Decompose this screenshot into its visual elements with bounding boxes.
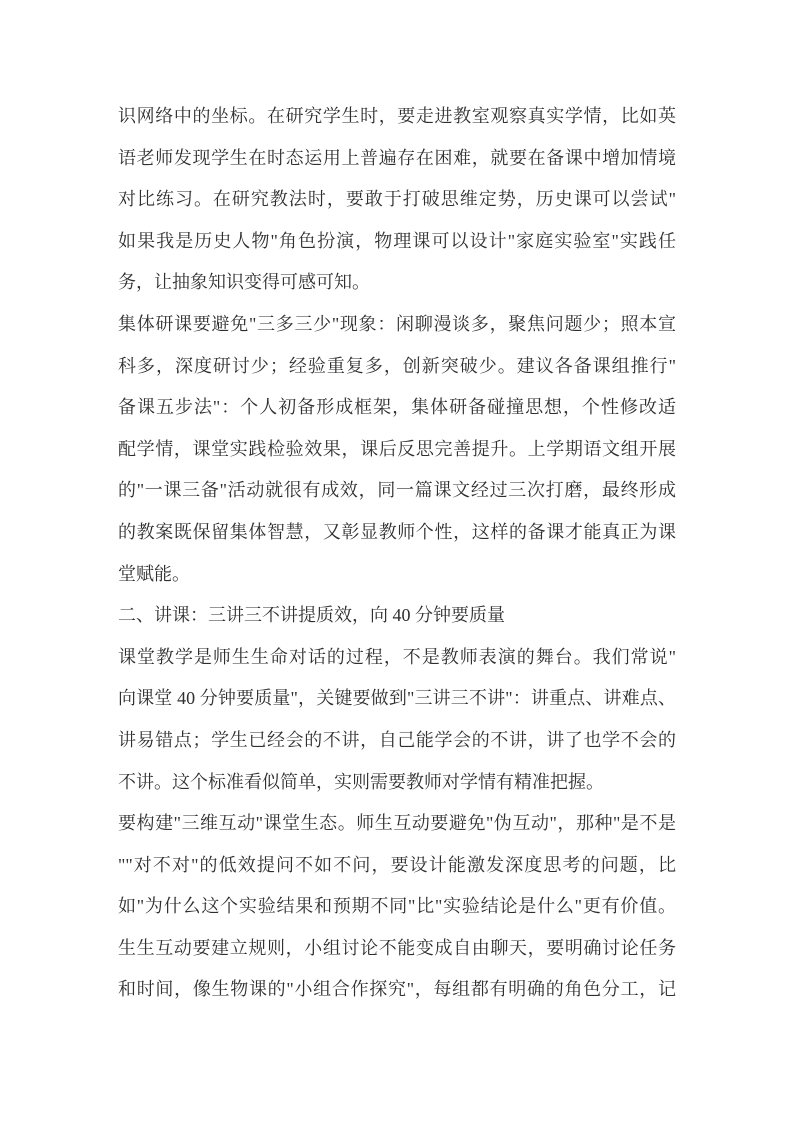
text-line: 集体研课要避免"三多三少"现象：闲聊漫谈多，聚焦问题少；照本宣: [118, 313, 676, 334]
text-line: 务，让抽象知识变得可感可知。: [118, 272, 370, 293]
text-line: 备课五步法"：个人初备形成框架，集体研备碰撞思想，个性修改适: [118, 397, 676, 418]
text-line: 讲易错点；学生已经会的不讲，自己能学会的不讲，讲了也学不会的: [118, 729, 676, 750]
heading-line: 二、讲课：三讲三不讲提质效，向 40 分钟要质量: [118, 605, 505, 626]
paragraph-group-lesson-research: [118, 304, 676, 595]
text-line: 和时间，像生物课的"小组合作探究"，每组都有明确的角色分工，记: [118, 979, 676, 1000]
paragraph-preparation-continued: [118, 96, 676, 304]
text-line: 课堂教学是师生生命对话的过程，不是教师表演的舞台。我们常说": [118, 646, 676, 667]
text-line: 生生互动要建立规则，小组讨论不能变成自由聊天，要明确讨论任务: [118, 937, 676, 958]
text-line: 堂赋能。: [118, 563, 190, 584]
text-line: 语老师发现学生在时态运用上普遍存在困难，就要在备课中增加情境: [118, 147, 676, 168]
text-line: 科多，深度研讨少；经验重复多，创新突破少。建议各备课组推行": [118, 355, 676, 376]
document-body: [118, 96, 676, 1011]
text-line: ""对不对"的低效提问不如不问，要设计能激发深度思考的问题，比: [118, 854, 676, 875]
text-line: 的教案既保留集体智慧，又彰显教师个性，这样的备课才能真正为课: [118, 521, 676, 542]
section-heading-2-lecturing: [118, 595, 676, 637]
text-line: 配学情，课堂实践检验效果，课后反思完善提升。上学期语文组开展: [118, 438, 676, 459]
text-line: 如果我是历史人物"角色扮演，物理课可以设计"家庭实验室"实践任: [118, 230, 676, 251]
text-line: 的"一课三备"活动就很有成效，同一篇课文经过三次打磨，最终形成: [118, 480, 676, 501]
text-line: 对比练习。在研究教法时，要敢于打破思维定势，历史课可以尝试": [118, 189, 676, 210]
paragraph-three-dimensional-interaction: [118, 803, 676, 1011]
paragraph-three-teach-three-not: [118, 637, 676, 803]
text-line: 如"为什么这个实验结果和预期不同"比"实验结论是什么"更有价值。: [118, 896, 676, 917]
text-line: 识网络中的坐标。在研究学生时，要走进教室观察真实学情，比如英: [118, 106, 676, 126]
text-line: 向课堂 40 分钟要质量"，关键要做到"三讲三不讲"：讲重点、讲难点、: [118, 688, 676, 709]
text-line: 不讲。这个标准看似简单，实则需要教师对学情有精准把握。: [118, 771, 604, 792]
text-line: 要构建"三维互动"课堂生态。师生互动要避免"伪互动"，那种"是不是: [118, 813, 676, 834]
